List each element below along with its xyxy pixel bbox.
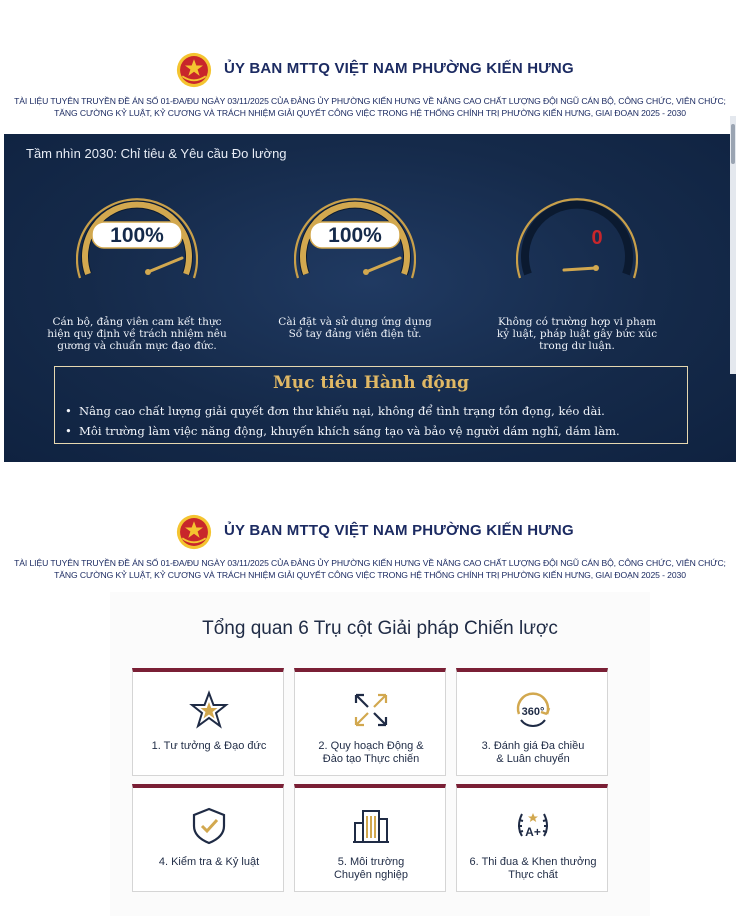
pillar-label: 6. Thi đua & Khen thưởng Thực chất xyxy=(469,856,597,881)
gauge-1 xyxy=(76,186,198,286)
pillar-label: 5. Môi trường Chuyên nghiệp xyxy=(333,856,408,881)
shield-check-icon xyxy=(189,806,229,846)
building-icon xyxy=(351,806,391,846)
pillar-label: 4. Kiểm tra & Kỷ luật xyxy=(158,856,260,868)
gauge-2 xyxy=(294,186,416,286)
gauge-3 xyxy=(516,186,638,286)
360-rotate-icon xyxy=(513,690,553,730)
award-icon xyxy=(513,806,553,846)
action-goals-list xyxy=(65,401,685,441)
pillar-card-6 xyxy=(456,784,608,892)
gauge-1-desc: Cán bộ, đảng viên cam kết thực hiện quy định về trách nhiệm nêu gương và chuẩn mực đạo đức. xyxy=(47,316,227,352)
pillar-card-3 xyxy=(456,668,608,776)
arrows-icon xyxy=(351,690,391,730)
doc-subtitle-line-1: TÀI LIỆU TUYÊN TRUYỀN ĐỀ ÁN SỐ 01-ĐA/ĐU NGÀY 03/11/2025 CỦA ĐẢNG ỦY PHƯỜNG KIẾN HƯNG VỀ NÂNG CAO CHẤT LƯỢNG ĐỘI NGŨ CÁN BỘ, CÔNG CHỨC, VIÊN CHỨC; xyxy=(14,96,726,106)
pillar-card-5 xyxy=(294,784,446,892)
vision-title: Tầm nhìn 2030: Chỉ tiêu & Yêu cầu Đo lường xyxy=(26,146,287,161)
gauge-track xyxy=(525,205,629,274)
org-name: ỦY BAN MTTQ VIỆT NAM PHƯỜNG KIẾN HƯNG xyxy=(224,522,574,539)
scrollbar-thumb[interactable] xyxy=(731,124,735,164)
pillar-card-4 xyxy=(132,784,284,892)
pillar-label: 1. Tư tưởng & Đạo đức xyxy=(151,740,267,752)
pillars-overview xyxy=(110,592,650,916)
gauge-1-value: 100% xyxy=(110,224,164,247)
gauge-3-desc: Không có trường hợp vi phạm kỷ luật, pháp luật gây bức xúc trong dư luận. xyxy=(496,316,658,352)
pillar-card-2 xyxy=(294,668,446,776)
gauge-3-value: 0 xyxy=(591,227,603,249)
pillar-label: 3. Đánh giá Đa chiều & Luân chuyển xyxy=(481,740,585,765)
gauge-2-value: 100% xyxy=(328,224,382,247)
pillar-label: 2. Quy hoạch Động & Đào tạo Thực chiến xyxy=(318,740,424,765)
svg-text:360°: 360° xyxy=(521,706,545,718)
vision-panel xyxy=(4,134,736,462)
slide-header xyxy=(4,46,736,132)
doc-subtitle-line-2: TĂNG CƯỜNG KỶ LUẬT, KỶ CƯƠNG VÀ TRÁCH NHIỆM GIẢI QUYẾT CÔNG VIỆC TRONG HỆ THỐNG CHÍNH TRỊ PHƯỜNG KIẾN HƯNG, GIAI ĐOẠN 2025 - 2030 xyxy=(54,108,686,118)
doc-subtitle-line-1: TÀI LIỆU TUYÊN TRUYỀN ĐỀ ÁN SỐ 01-ĐA/ĐU NGÀY 03/11/2025 CỦA ĐẢNG ỦY PHƯỜNG KIẾN HƯNG VỀ NÂNG CAO CHẤT LƯỢNG ĐỘI NGŨ CÁN BỘ, CÔNG CHỨC, VIÊN CHỨC; xyxy=(14,558,726,568)
org-name: ỦY BAN MTTQ VIỆT NAM PHƯỜNG KIẾN HƯNG xyxy=(224,60,574,77)
pillars-slide xyxy=(4,508,736,916)
bullet-icon: • xyxy=(65,424,72,438)
svg-text:A+: A+ xyxy=(525,825,541,839)
list-item: • Môi trường làm việc năng động, khuyến khích sáng tạo và bảo vệ người dám nghĩ, dám làm. xyxy=(65,421,685,441)
action-goals-box xyxy=(54,366,688,444)
scrollbar[interactable] xyxy=(730,116,736,374)
bullet-icon: • xyxy=(65,404,72,418)
pillar-card-1 xyxy=(132,668,284,776)
vision-slide xyxy=(4,46,736,462)
gauge-2-desc: Cài đặt và sử dụng ứng dụng Sổ tay đảng viên điện tử. xyxy=(278,316,432,340)
mttq-logo-icon xyxy=(176,514,212,550)
star-icon xyxy=(189,690,229,730)
doc-subtitle-line-2: TĂNG CƯỜNG KỶ LUẬT, KỶ CƯƠNG VÀ TRÁCH NHIỆM GIẢI QUYẾT CÔNG VIỆC TRONG HỆ THỐNG CHÍNH TRỊ PHƯỜNG KIẾN HƯNG, GIAI ĐOẠN 2025 - 2030 xyxy=(54,570,686,580)
mttq-logo-icon xyxy=(176,52,212,88)
list-item: • Nâng cao chất lượng giải quyết đơn thư khiếu nại, không để tình trạng tồn đọng, kéo dài. xyxy=(65,401,685,421)
pillars-title: Tổng quan 6 Trụ cột Giải pháp Chiến lược xyxy=(202,618,558,639)
action-goals-title: Mục tiêu Hành động xyxy=(272,373,470,393)
slide-header xyxy=(4,508,736,594)
